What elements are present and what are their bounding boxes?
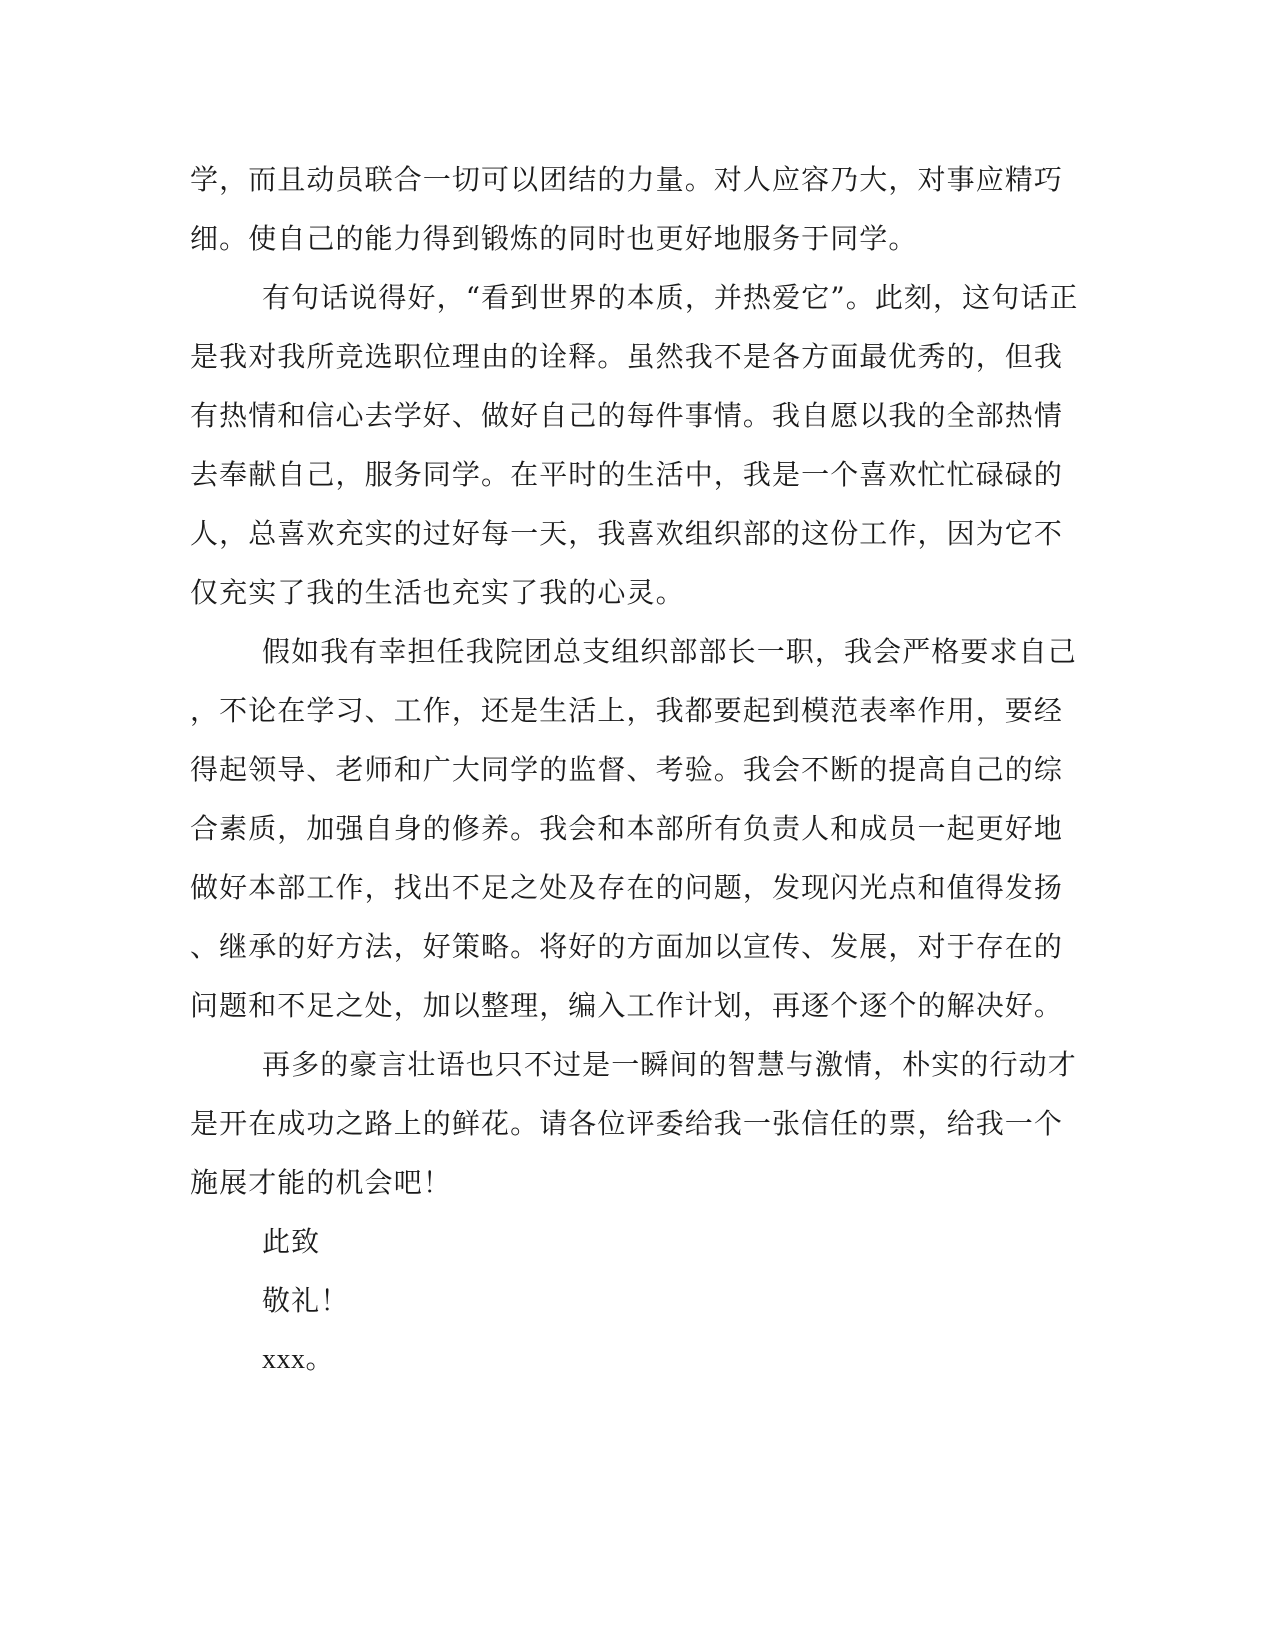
- text-line: 得起领导、老师和广大同学的监督、考验。我会不断的提高自己的综: [190, 753, 1064, 786]
- text-line: ，不论在学习、工作，还是生活上，我都要起到模范表率作用，要经: [190, 694, 1064, 727]
- text-line: 去奉献自己，服务同学。在平时的生活中，我是一个喜欢忙忙碌碌的: [190, 458, 1064, 491]
- closing-salutation: 此致: [262, 1225, 321, 1258]
- text-line: 有句话说得好，“看到世界的本质，并热爱它”。此刻，这句话正: [262, 281, 1079, 314]
- closing-regards: 敬礼！: [262, 1284, 350, 1317]
- text-line: 施展才能的机会吧！: [190, 1166, 452, 1199]
- signature: xxx。: [262, 1344, 335, 1375]
- text-line: 问题和不足之处，加以整理，编入工作计划，再逐个逐个的解决好。: [190, 989, 1064, 1022]
- text-line: 做好本部工作，找出不足之处及存在的问题，发现闪光点和值得发扬: [190, 871, 1064, 904]
- text-line: 仅充实了我的生活也充实了我的心灵。: [190, 576, 685, 609]
- text-line: 是开在成功之路上的鲜花。请各位评委给我一张信任的票，给我一个: [190, 1107, 1064, 1140]
- text-line: 学，而且动员联合一切可以团结的力量。对人应容乃大，对事应精巧: [190, 163, 1064, 196]
- text-line: 细。使自己的能力得到锻炼的同时也更好地服务于同学。: [190, 222, 918, 255]
- text-line: 再多的豪言壮语也只不过是一瞬间的智慧与激情，朴实的行动才: [262, 1048, 1077, 1081]
- text-line: 有热情和信心去学好、做好自己的每件事情。我自愿以我的全部热情: [190, 399, 1064, 432]
- text-line: 合素质，加强自身的修养。我会和本部所有负责人和成员一起更好地: [190, 812, 1064, 845]
- text-line: 、继承的好方法，好策略。将好的方面加以宣传、发展，对于存在的: [190, 930, 1064, 963]
- text-line: 假如我有幸担任我院团总支组织部部长一职，我会严格要求自己: [262, 635, 1077, 668]
- text-line: 是我对我所竞选职位理由的诠释。虽然我不是各方面最优秀的，但我: [190, 340, 1064, 373]
- text-line: 人，总喜欢充实的过好每一天，我喜欢组织部的这份工作，因为它不: [190, 517, 1064, 550]
